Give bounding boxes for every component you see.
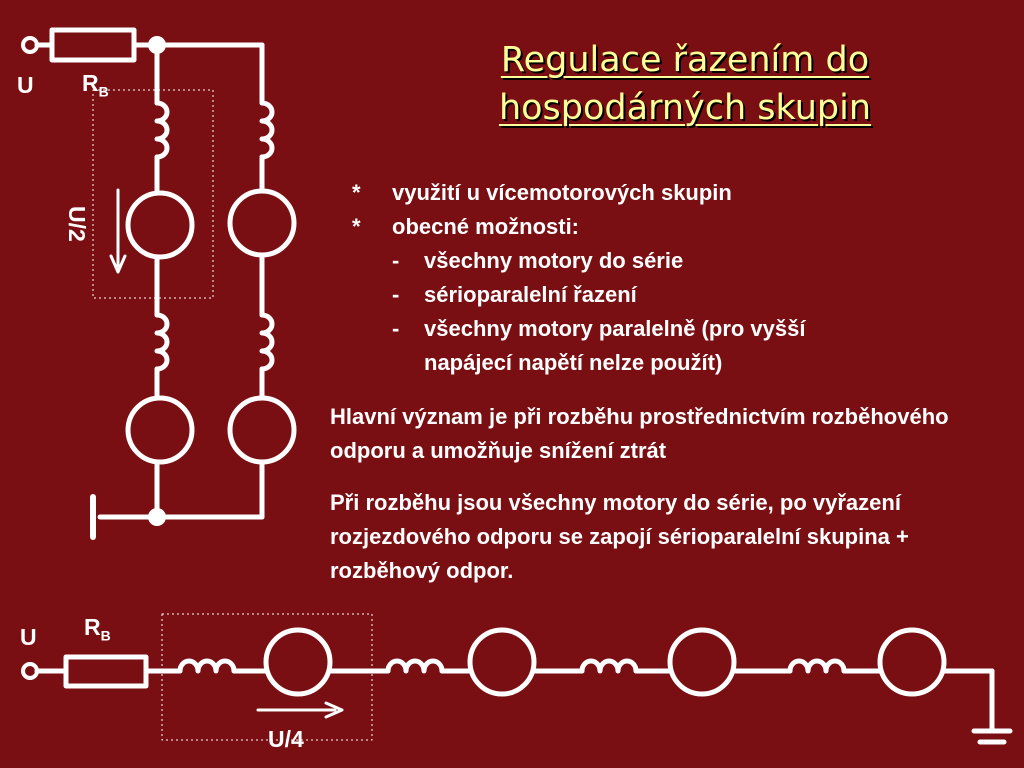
inductor-series-1: [180, 661, 234, 671]
inductor-series-3: [582, 661, 636, 671]
sub-item-continuation: napájecí napětí nelze použít): [424, 350, 723, 375]
resistor-label-bottom: $R_B$: [84, 614, 111, 644]
title-line-2: hospodárných skupin: [498, 88, 872, 128]
inductor-right-2: [262, 315, 272, 369]
motor-left-1: [128, 193, 192, 257]
list-item: [352, 176, 1012, 210]
paragraph-startup: Při rozběhu jsou všechny motory do série, po vyřazení rozjezdového odporu se zapojí sérioparalelní skupina + rozběhový odpor.: [330, 490, 909, 583]
junction-dot: [148, 508, 166, 526]
supply-label-bottom: U: [20, 624, 37, 650]
inductor-right-1: [262, 103, 272, 157]
bullet-marker: *: [352, 180, 361, 205]
motor-series-1: [266, 630, 330, 694]
sub-list-item: [352, 312, 1012, 346]
motor-series-3: [670, 630, 734, 694]
inductor-left-1: [157, 103, 167, 157]
title-line-1: Regulace řazením do: [500, 40, 870, 80]
resistor-label-top: $R_B$: [82, 70, 109, 100]
bottom-circuit: [23, 614, 1010, 742]
paragraph-main-meaning: Hlavní význam je při rozběhu prostřednictvím rozběhového odporu a umožňuje snížení ztrát: [330, 404, 949, 463]
resistor-rb-top: [52, 30, 134, 60]
sub-item-text: všechny motory paralelně (pro vyšší: [424, 316, 806, 341]
top-circuit: [23, 30, 294, 537]
supply-label-top: U: [17, 72, 34, 98]
motor-right-1: [230, 191, 294, 255]
motor-right-2: [230, 398, 294, 462]
dash-marker: -: [392, 316, 400, 341]
bullet-text: obecné možnosti:: [392, 214, 580, 239]
ground-symbol-bottom: [974, 731, 1010, 742]
bullet-text: využití u vícemotorových skupin: [392, 180, 732, 205]
dash-marker: -: [392, 248, 400, 273]
inductor-series-4: [790, 661, 844, 671]
bullet-marker: *: [352, 214, 361, 239]
page-title: [430, 36, 940, 132]
motor-left-2: [128, 398, 192, 462]
sub-list-item: [352, 278, 1012, 312]
inductor-left-2: [157, 315, 167, 369]
motor-series-4: [880, 630, 944, 694]
sub-item-text: všechny motory do série: [424, 248, 684, 273]
motor-series-2: [470, 630, 534, 694]
sub-item-text: sérioparalelní řazení: [424, 282, 637, 307]
resistor-rb-bottom: [66, 657, 146, 686]
quarter-voltage-label: U/4: [268, 726, 304, 752]
half-voltage-label: U/2: [64, 206, 90, 242]
sub-list-item: [352, 244, 1012, 278]
bullet-list: [352, 176, 1012, 380]
dash-marker: -: [392, 282, 400, 307]
list-item: [352, 210, 1012, 244]
inductor-series-2: [388, 661, 442, 671]
